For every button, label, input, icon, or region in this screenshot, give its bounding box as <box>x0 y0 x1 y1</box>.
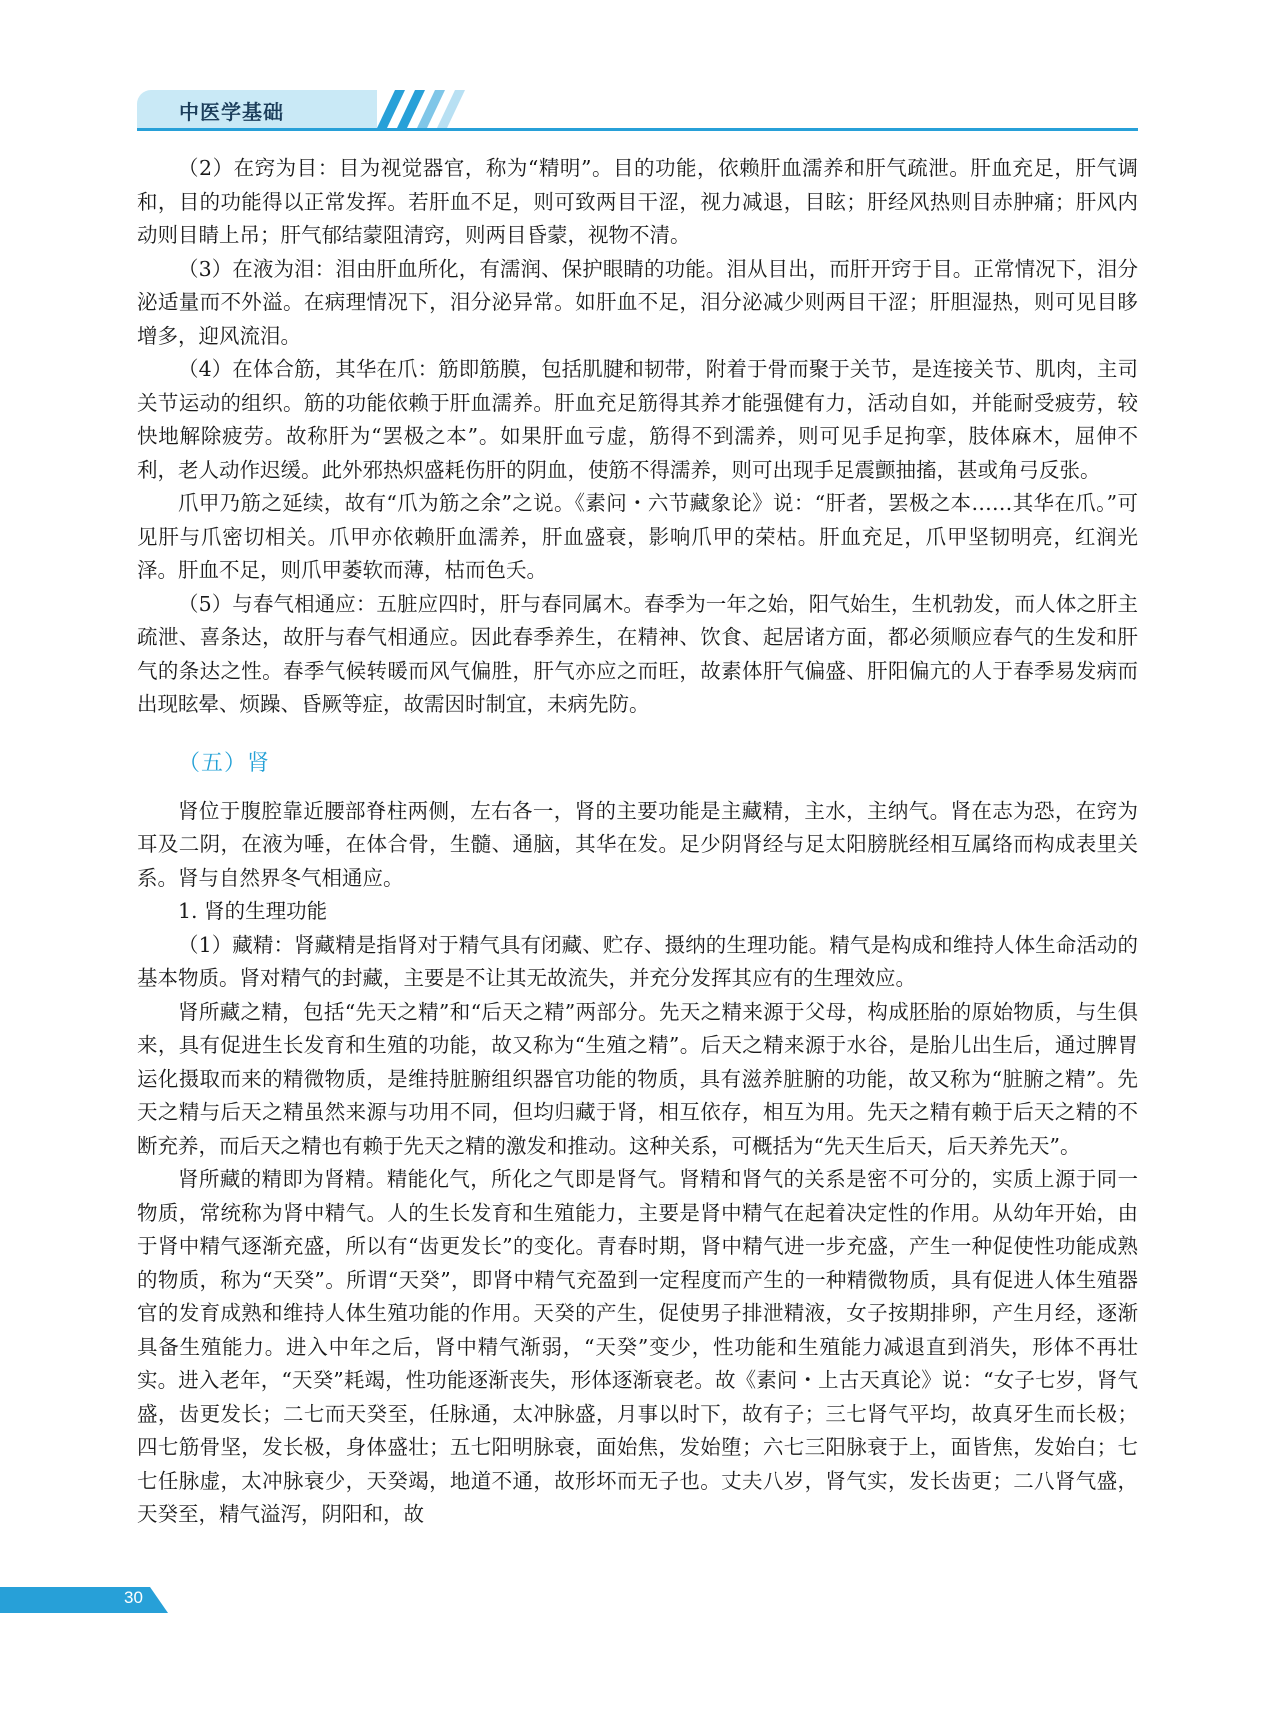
paragraph: 肾所藏之精，包括“先天之精”和“后天之精”两部分。先天之精来源于父母，构成胚胎的原始物质，与生俱来，具有促进生长发育和生殖的功能，故又称为“生殖之精”。后天之精来源于水谷，是胎儿出生后，通过脾胃运化摄取而来的精微物质，是维持脏腑组织器官功能的物质，具有滋养脏腑的功能，故又称为“脏腑之精”。先天之精与后天之精虽然来源与功用不同，但均归藏于肾，相互依存，相互为用。先天之精有赖于后天之精的不断充养，而后天之精也有赖于先天之精的激发和推动。这种关系，可概括为“先天生后天，后天养先天”。 <box>137 999 1138 1158</box>
paragraph: （5）与春气相通应：五脏应四时，肝与春同属木。春季为一年之始，阳气始生，生机勃发，而人体之肝主疏泄、喜条达，故肝与春气相通应。因此春季养生，在精神、饮食、起居诸方面，都必须顺应春气的生发和肝气的条达之性。春季气候转暖而风气偏胜，肝气亦应之而旺，故素体肝气偏盛、肝阳偏亢的人于春季易发病而出现眩晕、烦躁、昏厥等症，故需因时制宜，未病先防。 <box>137 591 1138 716</box>
header-stripes-decoration <box>369 90 489 128</box>
page-header <box>137 90 1138 134</box>
paragraph: 肾位于腹腔靠近腰部脊柱两侧，左右各一，肾的主要功能是主藏精，主水，主纳气。肾在志为恐，在窍为耳及二阴，在液为唾，在体合骨，生髓、通脑，其华在发。足少阴肾经与足太阳膀胱经相互属络而构成表里关系。肾与自然界冬气相通应。 <box>137 798 1138 890</box>
section-heading: （五）肾 <box>178 750 271 776</box>
page-body <box>137 152 1138 1532</box>
paragraph: （1）藏精：肾藏精是指肾对于精气具有闭藏、贮存、摄纳的生理功能。精气是构成和维持人体生命活动的基本物质。肾对精气的封藏，主要是不让其无故流失，并充分发挥其应有的生理效应。 <box>137 932 1138 990</box>
paragraph: （3）在液为泪：泪由肝血所化，有濡润、保护眼睛的功能。泪从目出，而肝开窍于目。正常情况下，泪分泌适量而不外溢。在病理情况下，泪分泌异常。如肝血不足，泪分泌减少则两目干涩；肝胆湿热，则可见目眵增多，迎风流泪。 <box>137 256 1138 348</box>
paragraph: （4）在体合筋，其华在爪：筋即筋膜，包括肌腱和韧带，附着于骨而聚于关节，是连接关节、肌肉，主司关节运动的组织。筋的功能依赖于肝血濡养。肝血充足筋得其养才能强健有力，活动自如，并能耐受疲劳，较快地解除疲劳。故称肝为“罢极之本”。如果肝血亏虚，筋得不到濡养，则可见手足拘挛，肢体麻木，屈伸不利，老人动作迟缓。此外邪热炽盛耗伤肝的阴血，使筋不得濡养，则可出现手足震颤抽搐，甚或角弓反张。 <box>137 357 1138 482</box>
header-rule <box>137 128 1138 131</box>
paragraph: 爪甲乃筋之延续，故有“爪为筋之余”之说。《素问・六节藏象论》说：“肝者，罢极之本……其华在爪。”可见肝与爪密切相关。爪甲亦依赖肝血濡养，肝血盛衰，影响爪甲的荣枯。肝血充足，爪甲坚韧明亮，红润光泽。肝血不足，则爪甲萎软而薄，枯而色夭。 <box>137 491 1138 582</box>
subsection-heading: 1. 肾的生理功能 <box>178 899 328 923</box>
page-number: 30 <box>124 1588 143 1607</box>
paragraph: 肾所藏的精即为肾精。精能化气，所化之气即是肾气。肾精和肾气的关系是密不可分的，实质上源于同一物质，常统称为肾中精气。人的生长发育和生殖能力，主要是肾中精气在起着决定性的作用。从幼年开始，由于肾中精气逐渐充盛，所以有“齿更发长”的变化。青春时期，肾中精气进一步充盛，产生一种促使性功能成熟的物质，称为“天癸”。所谓“天癸”，即肾中精气充盈到一定程度而产生的一种精微物质，具有促进人体生殖器官的发育成熟和维持人体生殖功能的作用。天癸的产生，促使男子排泄精液，女子按期排卵，产生月经，逐渐具备生殖能力。进入中年之后，肾中精气渐弱，“天癸”变少，性功能和生殖能力减退直到消失，形体不再壮实。进入老年，“天癸”耗竭，性功能逐渐丧失，形体逐渐衰老。故《素问・上古天真论》说：“女子七岁，肾气盛，齿更发长；二七而天癸至，任脉通，太冲脉盛，月事以时下，故有子；三七肾气平均，故真牙生而长极；四七筋骨坚，发长极，身体盛壮；五七阳明脉衰，面始焦，发始堕；六七三阳脉衰于上，面皆焦，发始白；七七任脉虚，太冲脉衰少，天癸竭，地道不通，故形坏而无子也。丈夫八岁，肾气实，发长齿更；二八肾气盛，天癸至，精气溢泻，阴阳和，故 <box>137 1167 1138 1526</box>
book-title: 中医学基础 <box>179 100 284 124</box>
paragraph: （2）在窍为目：目为视觉器官，称为“精明”。目的功能，依赖肝血濡养和肝气疏泄。肝血充足，肝气调和，目的功能得以正常发挥。若肝血不足，则可致两目干涩，视力减退，目眩；肝经风热则目赤肿痛；肝风内动则目睛上吊；肝气郁结蒙阻清窍，则两目昏蒙，视物不清。 <box>137 156 1138 247</box>
